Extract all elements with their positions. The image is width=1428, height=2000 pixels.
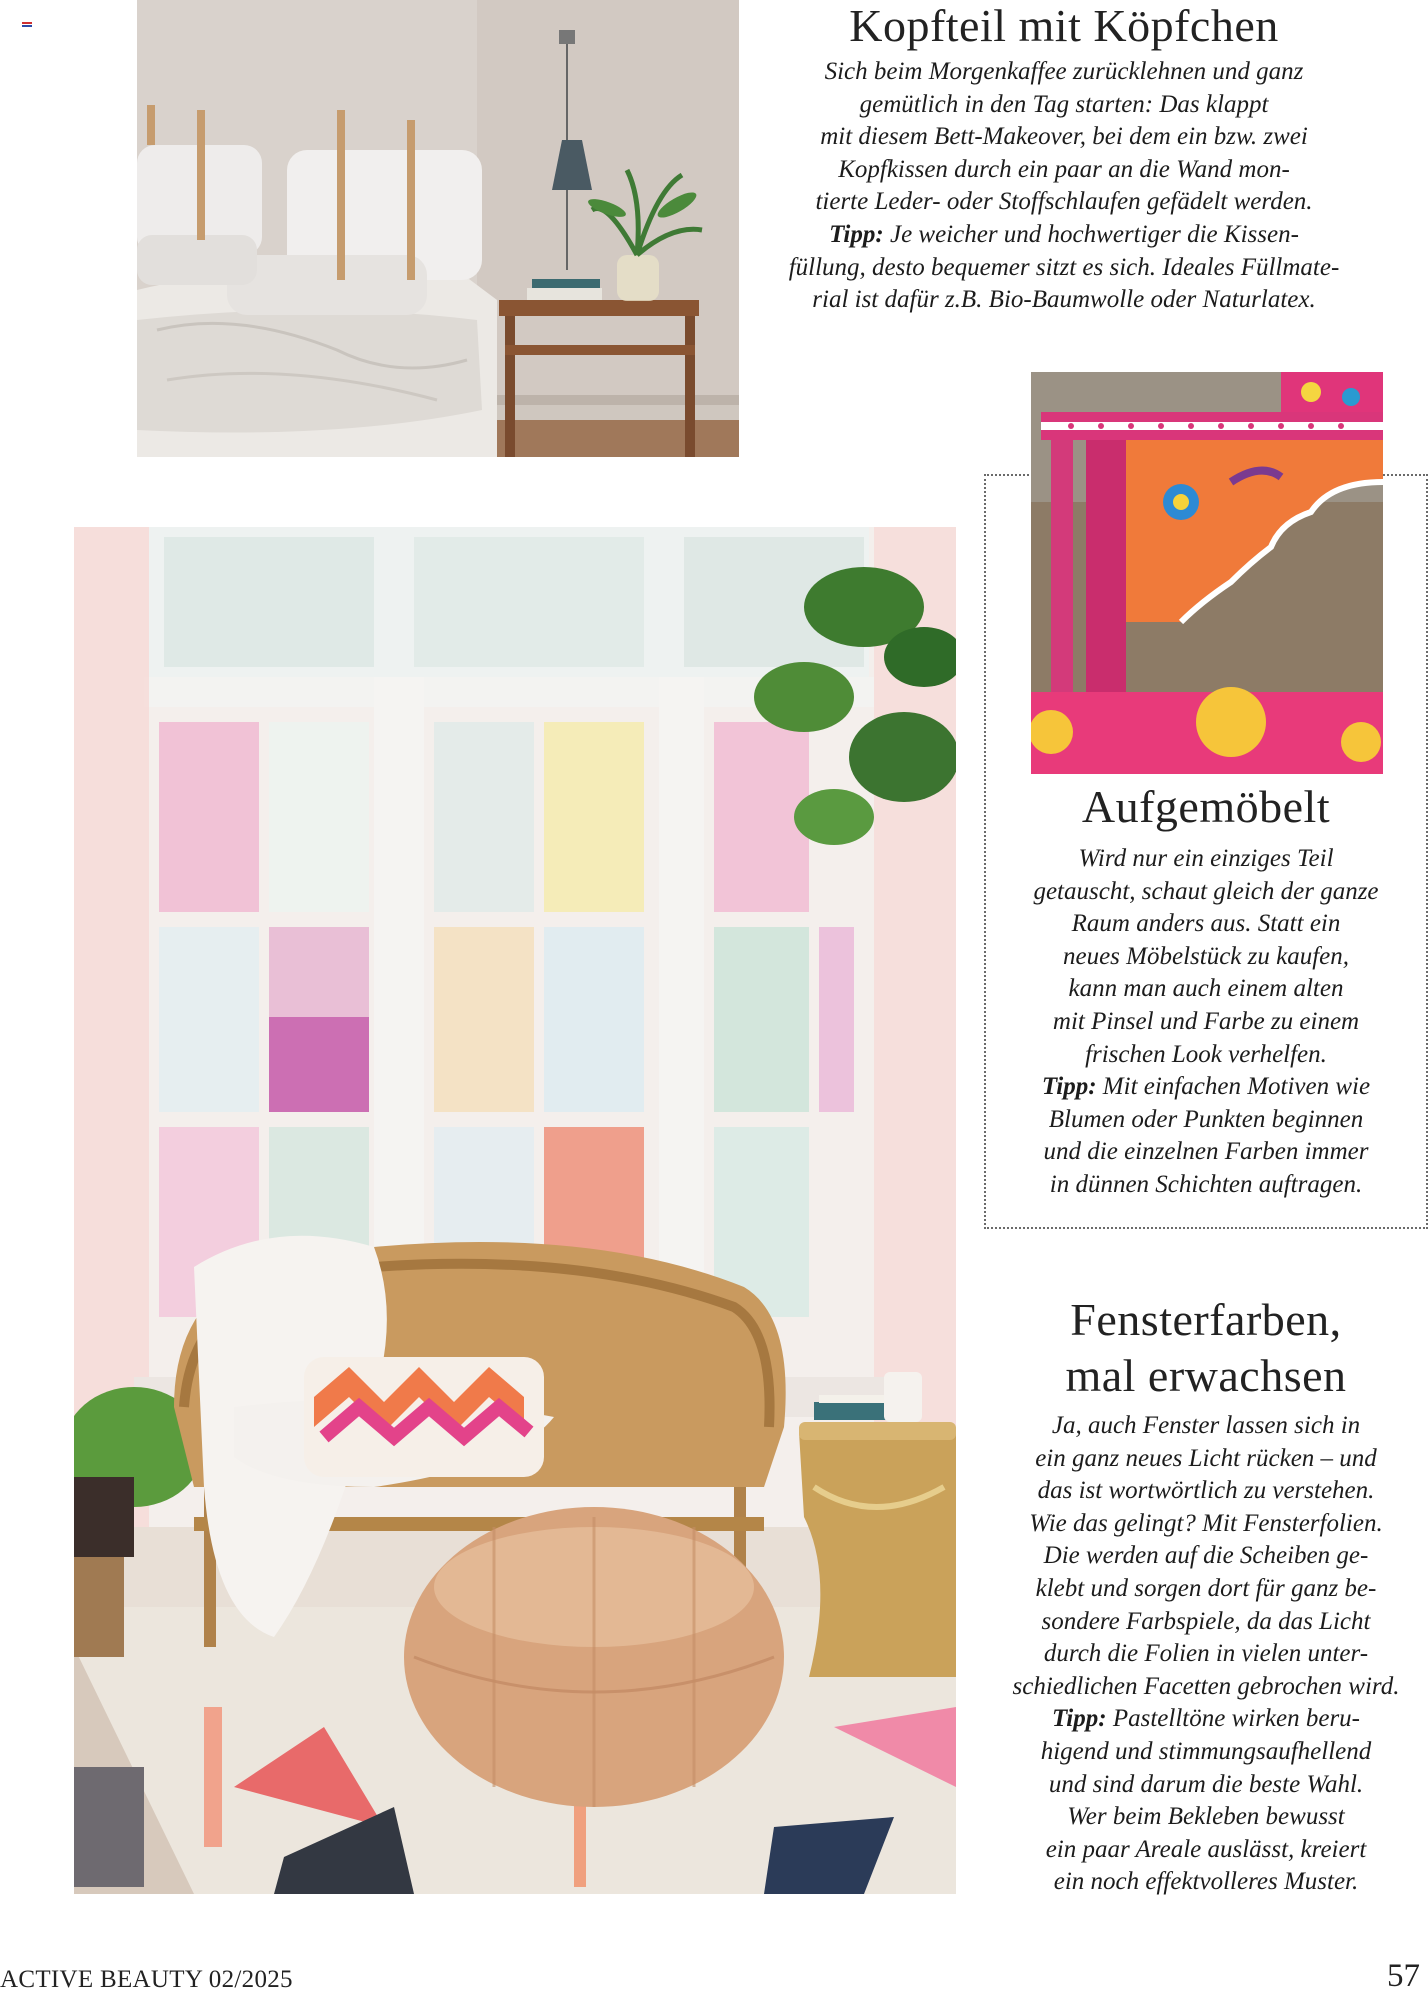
headboard-heading: Kopfteil mit Köpfchen <box>849 0 1279 51</box>
text-line: ein noch effektvolleres Muster. <box>1053 1868 1359 1896</box>
text-line: Wer beim Bekleben bewusst <box>1067 1803 1345 1831</box>
text-line: ein paar Areale auslässt, kreiert <box>1045 1835 1367 1863</box>
page-number: 57 <box>1387 1958 1420 1994</box>
text-line: füllung, desto bequemer sitzt es sich. Ideales Füllmate- <box>788 253 1340 281</box>
text-line: mit Pinsel und Farbe zu einem <box>1052 1007 1360 1035</box>
window-heading <box>990 1292 1422 1404</box>
tip-text: Pastelltöne wirken beru- <box>1106 1705 1361 1733</box>
bedroom-headboard-photo <box>137 0 739 457</box>
tip-line <box>990 1703 1422 1736</box>
text-line: in dünnen Schichten auftragen. <box>1049 1170 1363 1198</box>
painted-furniture-photo <box>1031 372 1383 774</box>
text-line: das ist wortwörtlich zu verstehen. <box>1037 1477 1375 1505</box>
tip-text: Je weicher und hochwertiger die Kissen- <box>883 220 1299 248</box>
flag-stripe-red <box>22 22 32 24</box>
text-line: rial ist dafür z.B. Bio-Baumwolle oder Naturlatex. <box>812 286 1316 314</box>
text-line: und die einzelnen Farben immer <box>1043 1138 1369 1166</box>
text-line: Die werden auf die Scheiben ge- <box>1043 1542 1369 1570</box>
furniture-body-text <box>990 843 1422 1202</box>
heading-line: mal erwachsen <box>1065 1350 1347 1401</box>
text-line: klebt und sorgen dort für ganz be- <box>1035 1574 1377 1602</box>
text-line: gemütlich in den Tag starten: Das klappt <box>859 90 1269 118</box>
tip-line <box>990 1071 1422 1104</box>
text-line: Blumen oder Punkten beginnen <box>1048 1105 1364 1133</box>
text-line: Raum anders aus. Statt ein <box>1071 910 1341 938</box>
text-line: tierte Leder- oder Stoffschlaufen gefädelt werden. <box>815 188 1313 216</box>
text-line: kann man auch einem alten <box>1068 975 1344 1003</box>
furniture-heading: Aufgemöbelt <box>1081 781 1331 832</box>
window-body-text <box>990 1410 1422 1899</box>
text-line: frischen Look verhelfen. <box>1085 1040 1327 1068</box>
tip-label: Tipp: <box>1041 1073 1097 1101</box>
magazine-issue-footer: ACTIVE BEAUTY 02/2025 <box>0 1966 293 1993</box>
text-line: durch die Folien in vielen unter- <box>1043 1640 1369 1668</box>
text-line: Wird nur ein einziges Teil <box>1078 845 1334 872</box>
headboard-body-text <box>740 56 1388 317</box>
text-line: sondere Farbspiele, da das Licht <box>1041 1607 1371 1635</box>
text-line: ein ganz neues Licht rücken – und <box>1035 1444 1377 1472</box>
tip-line <box>740 219 1388 252</box>
text-line: mit diesem Bett-Makeover, bei dem ein bzw. zwei <box>820 123 1308 151</box>
tip-label: Tipp: <box>829 220 884 248</box>
heading-line: Fensterfarben, <box>1070 1294 1342 1345</box>
text-line: Kopfkissen durch ein paar an die Wand mon- <box>838 155 1290 183</box>
text-line: getauscht, schaut gleich der ganze <box>1033 877 1379 905</box>
corner-flag-mark <box>22 22 32 29</box>
text-line: und sind darum die beste Wahl. <box>1048 1770 1364 1798</box>
tip-text: Mit einfachen Motiven wie <box>1096 1073 1371 1101</box>
text-line: schiedlichen Facetten gebrochen wird. <box>1012 1672 1400 1700</box>
flag-stripe-blue <box>22 25 32 27</box>
window-room-photo <box>74 527 956 1894</box>
tip-label: Tipp: <box>1051 1705 1107 1733</box>
text-line: Wie das gelingt? Mit Fensterfolien. <box>1029 1509 1383 1537</box>
text-line: higend und stimmungsaufhellend <box>1040 1737 1372 1765</box>
text-line: neues Möbelstück zu kaufen, <box>1062 942 1350 970</box>
text-line: Ja, auch Fenster lassen sich in <box>1051 1412 1361 1439</box>
text-line: Sich beim Morgenkaffee zurücklehnen und ganz <box>824 58 1304 85</box>
